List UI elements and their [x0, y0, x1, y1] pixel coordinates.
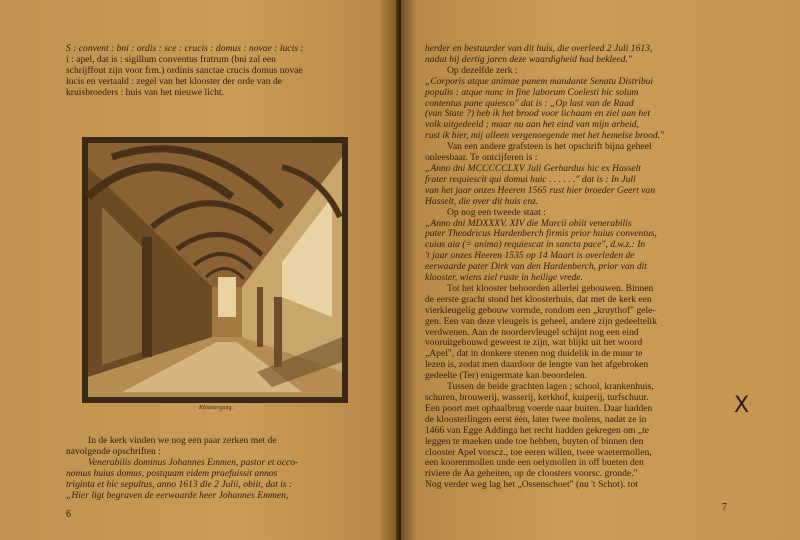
- text-line: eerwaarde pater Dirk van den Hardenberch, prior van dit: [425, 261, 647, 273]
- text-line: gen. Een van deze vleugels is geheel, andere zijn gedeeltelik: [425, 315, 658, 327]
- text-line: navolgende opschriften :: [66, 445, 161, 457]
- text-line: lezen is, zodat men daardoor de lengte van het afgebroken: [425, 359, 649, 371]
- text-line: 't jaar onzes Heeren 1535 op 14 Maart is overleden de: [425, 250, 635, 262]
- text-line: de kloosterlingen eerst één, later twee molens, nadat ze in: [425, 413, 647, 425]
- text-line: herder en bestuurder van dit huis, die overleed 2 Juli 1613,: [425, 43, 653, 54]
- text-line: een koorenmollen unde een oelymollen in off bueten den: [425, 457, 644, 469]
- cloister-photo: [82, 137, 348, 403]
- text-line: schrijffout zijn voor frm.) ordinis sanctae crucis domus novae: [66, 64, 303, 76]
- left-bottom-paragraph: [66, 436, 360, 501]
- text-line: populis : atque nunc in fine laborum Coelesti hic solum: [425, 86, 639, 98]
- text-line: In de kerk vinden we nog een paar zerken met de: [88, 435, 277, 446]
- text-line: schuren, brouwerij, wasserij, kerkhof, kuiperij, turfschuur.: [425, 392, 649, 403]
- text-line: Nog verder weg lag het „Ossenschoet" (nu 't Schot). tot: [425, 479, 638, 491]
- text-line: onleesbaar. Te ontcijferen is :: [425, 152, 538, 164]
- figure-caption: Kloostergang.: [199, 405, 233, 411]
- text-line: van het jaar onzes Heeren 1565 rust hier broeder Geert van: [425, 184, 656, 196]
- text-line: vooruitgebouwd geweest te zijn, wat blijkt uit het woord: [425, 337, 643, 349]
- left-top-paragraph: [66, 44, 360, 99]
- text-line: vierkleugelig gebouw vormde, rondom een „kruythof" gele-: [425, 304, 656, 316]
- text-line: (van State ?) heb ik het brood voor lichaam en ziel aan het: [425, 108, 651, 120]
- text-line: Een poort met ophaalbrug voerde naar buiten. Daar hadden: [425, 402, 653, 414]
- text-line: 1466 van Egge Addinga het recht hadden gekregen om „te: [425, 424, 650, 436]
- handwritten-margin-mark: X: [734, 393, 750, 418]
- text-line: cuius aia (= anima) requiescat in sancta pace", d.w.z.: In: [425, 239, 646, 251]
- page-number-left: 6: [66, 509, 71, 520]
- text-line: gedeelte (Ter) enigermate kan beoordelen.: [425, 370, 588, 382]
- text-line: Tot het klooster behoorden allerlei gebouwen. Binnen: [447, 282, 654, 294]
- text-line: Hasselt, die over dit huis enz.: [425, 195, 539, 207]
- text-line: Tussen de beide grachten lagen ; school, krankenhuis,: [447, 381, 654, 393]
- text-line: i : apel, dat is : sigillum conventus fratrum (bni zal een: [66, 53, 276, 65]
- text-line: triginta et hic sepultus, anno 1613 die 2 Julii, obiit, dat is :: [66, 478, 293, 490]
- text-line: pater Theodricus Hardenberch firmis prior huius conventus,: [425, 228, 657, 240]
- text-line: nadat hij dertig jaren deze waardigheid had bekleed.": [425, 53, 632, 65]
- text-line: rust ik hier, mij alleen vergenoegende met het hemelse brood.": [425, 130, 665, 142]
- text-line: „Anno dni MDXXXV. XIV die Marcii obiit venerabilis: [425, 217, 632, 229]
- cloister-illustration: [82, 137, 348, 403]
- text-line: Van een andere grafsteen is het opschrift bijna geheel: [447, 141, 652, 153]
- text-line: Op nog een tweede staat :: [447, 206, 546, 218]
- text-line: frater requiescit qui domui huic . . . . . ." dat is : In Juli: [425, 173, 636, 185]
- text-line: Op dezelfde zerk :: [447, 64, 518, 76]
- page-number-right: 7: [722, 502, 727, 513]
- text-line: clooster Apel vorscz., toe eeren willen, twee waetermollen,: [425, 446, 652, 458]
- left-page: [0, 0, 398, 540]
- text-line: verdwenen. Aan de noordervleugel schijnt nog een eind: [425, 326, 639, 338]
- text-line: klooster, wiens ziel ruste in heilige vrede.: [425, 272, 583, 284]
- text-line: de eerste gracht stond het kloosterhuis, dat met de kerk een: [425, 293, 652, 305]
- text-line: nomus huius domus, postquam eidem praefuissit annos: [66, 467, 278, 479]
- text-line: kruisbroeders : huis van het nieuwe licht.: [66, 86, 224, 98]
- text-line: lucis en vertaald : zegel van het klooster der orde van de: [66, 75, 283, 87]
- text-line: „Hier ligt begraven de eerwaarde heer Johannes Emmen,: [66, 489, 289, 501]
- text-line: „Apel", dat in donkere stenen nog duidelik in de muur te: [425, 348, 643, 360]
- text-line: contentus pane quiesco" dat is : „Op last van de Raad: [425, 97, 634, 109]
- text-line: „Corporis atque animae panem mandante Senatu Distribui: [425, 75, 654, 87]
- text-line: S : convent : bni : ordis : sce : crucis : domus : novae : lucis :: [66, 43, 304, 54]
- right-page-text: [425, 44, 733, 491]
- text-line: „Anno dni MCCCCCLXV Juli Gerhardus hic ex Hasselt: [425, 162, 641, 174]
- text-line: Venerabilis dominus Johannes Emmen, pastor et occo-: [88, 456, 299, 468]
- text-line: riviere de Aa geheiten, op de cloosters voorsc. gronde.": [425, 468, 638, 480]
- text-line: volk uitgedeeld ; maar nu aan het eind van mijn arbeid,: [425, 119, 639, 131]
- text-line: leggen te maeken unde toe hebben, buyten of binnen den: [425, 435, 644, 447]
